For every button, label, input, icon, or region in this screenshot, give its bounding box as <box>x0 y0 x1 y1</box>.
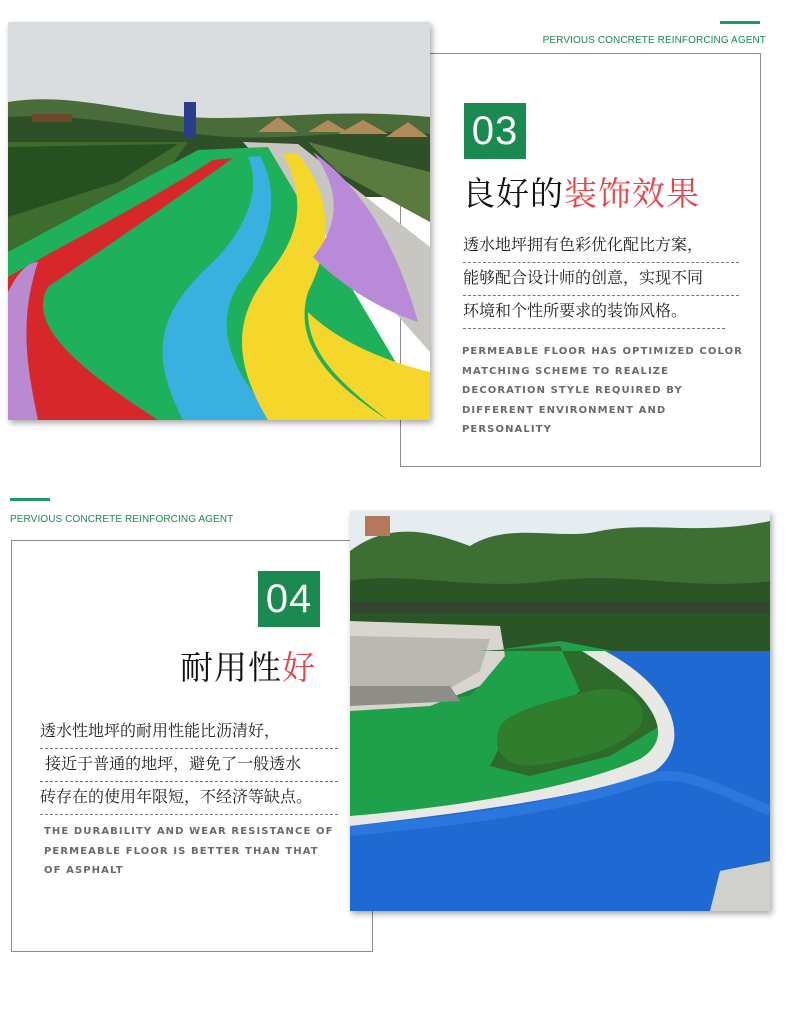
section1-en-text: PERMEABLE FLOOR HAS OPTIMIZED COLOR MATCHING SCHEME TO REALIZE DECORATION STYLE REQUIRED BY DIFFERENT ENVIRONMENT AND PERSONALITY <box>462 346 743 435</box>
section2-accent-bar <box>10 498 50 501</box>
section2-heading-red: 好 <box>282 648 316 687</box>
section1-zh-line-3: 环境和个性所要求的装饰风格。 <box>463 303 725 329</box>
section2-en-text: THE DURABILITY AND WEAR RESISTANCE OF PERMEABLE FLOOR IS BETTER THAN THAT OF ASPHALT <box>44 826 334 876</box>
section1-zh-line-1: 透水地坪拥有色彩优化配比方案， <box>463 237 739 263</box>
section2-heading-black: 耐用性 <box>180 648 282 687</box>
section2-zh-line-1: 透水性地坪的耐用性能比沥清好， <box>40 723 338 749</box>
section2-tag: PERVIOUS CONCRETE REINFORCING AGENT <box>10 514 234 525</box>
section1-number-badge: 03 <box>464 103 526 159</box>
section2-photo-blue-green-path <box>350 511 770 911</box>
section2-zh-line-2: 接近于普通的地坪，避免了一般透水 <box>40 756 338 782</box>
section1-heading-black: 良好的 <box>462 174 564 213</box>
section1-tag: PERVIOUS CONCRETE REINFORCING AGENT <box>542 35 766 46</box>
section1-heading <box>462 174 700 213</box>
section1-accent-bar <box>720 21 760 24</box>
section2-number-badge: 04 <box>258 571 320 627</box>
section2-heading <box>180 648 316 687</box>
section1-zh-line-2: 能够配合设计师的创意，实现不同 <box>463 270 739 296</box>
section2-zh-line-3: 砖存在的使用年限短，不经济等缺点。 <box>40 789 338 815</box>
section1-heading-red: 装饰效果 <box>564 174 700 213</box>
section1-photo-colorful-path <box>8 22 430 420</box>
